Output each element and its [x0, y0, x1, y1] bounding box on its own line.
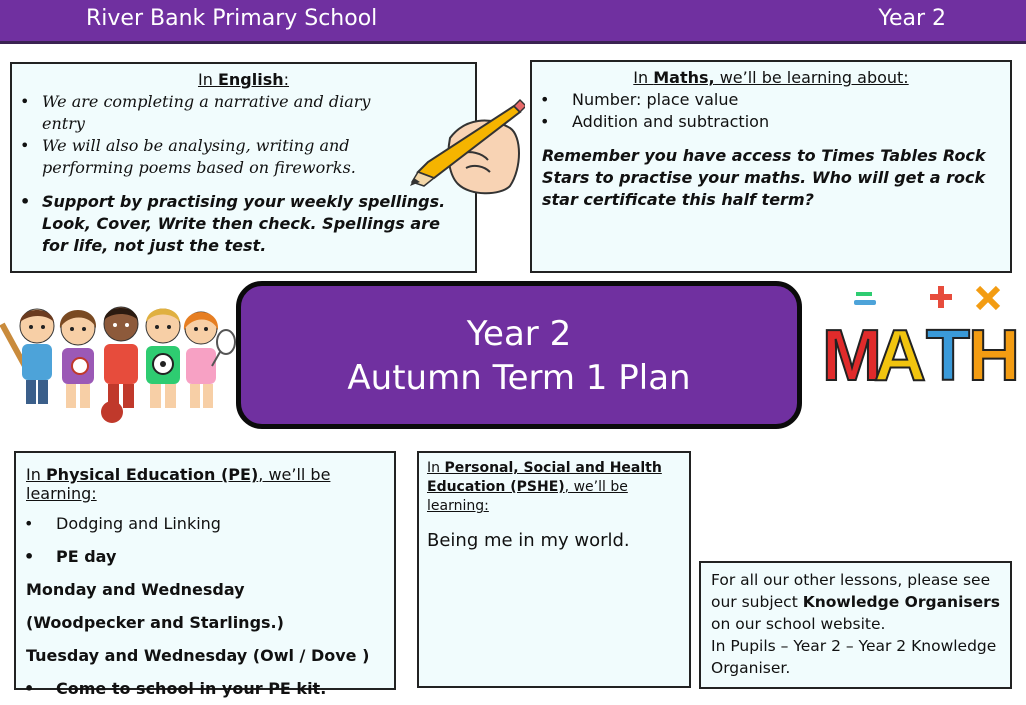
maths-list	[532, 89, 1010, 133]
pshe-heading: In Personal, Social and Health Education (PSHE), we’ll be learning:	[427, 460, 662, 514]
maths-note: Remember you have access to Times Tables Rock Stars to practise your maths. Who will get a rock star certificate this half term?	[542, 146, 986, 209]
pe-panel	[14, 451, 396, 698]
english-list	[12, 91, 402, 179]
school-name: River Bank Primary School	[86, 6, 378, 31]
pshe-panel	[417, 451, 691, 688]
math-letter-t: T	[926, 316, 970, 388]
other-lessons-location: In Pupils – Year 2 – Year 2 Knowledge Organiser.	[711, 637, 997, 677]
math-letter-h: H	[968, 316, 1020, 388]
header-year: Year 2	[878, 6, 946, 31]
header-bar	[0, 0, 1026, 44]
pe-list-2	[16, 672, 394, 705]
other-lessons-panel	[699, 561, 1012, 689]
pshe-body: Being me in my world.	[427, 530, 630, 551]
list-item: • We are completing a narrative and diary entry	[12, 91, 402, 135]
list-item: • Dodging and Linking	[16, 507, 394, 540]
english-heading: In English:	[198, 70, 289, 89]
maths-heading: In Maths, we’ll be learning about:	[633, 68, 909, 87]
title-year: Year 2	[466, 314, 572, 354]
list-item: • Number: place value	[532, 89, 1010, 111]
pe-day-1: Monday and Wednesday (Woodpecker and Starlings.)	[26, 580, 284, 632]
english-panel	[10, 62, 477, 273]
title-term: Autumn Term 1 Plan	[347, 358, 691, 398]
math-letter-m: M	[822, 316, 882, 388]
other-lessons-text: For all our other lessons, please see our subject Knowledge Organisers on our school website.	[711, 571, 1000, 633]
list-item: • We will also be analysing, writing and performing poems based on fireworks.	[12, 135, 402, 179]
list-item: • PE day	[16, 540, 394, 573]
maths-panel	[530, 60, 1012, 273]
list-item: • Addition and subtraction	[532, 111, 1010, 133]
pe-heading: In Physical Education (PE), we’ll be learning:	[26, 465, 331, 503]
pe-day-2: Tuesday and Wednesday (Owl / Dove )	[26, 646, 370, 665]
term-title-banner	[236, 281, 802, 429]
pe-list-1	[16, 507, 394, 573]
math-letter-a: A	[874, 316, 926, 388]
pencil-hand-illustration	[410, 98, 525, 198]
english-support: • Support by practising your weekly spellings. Look, Cover, Write then check. Spellings are for life, not just the test.	[12, 191, 452, 257]
children-illustration	[0, 292, 236, 424]
math-letters-illustration	[818, 284, 1020, 388]
list-item: • Come to school in your PE kit.	[16, 672, 394, 705]
